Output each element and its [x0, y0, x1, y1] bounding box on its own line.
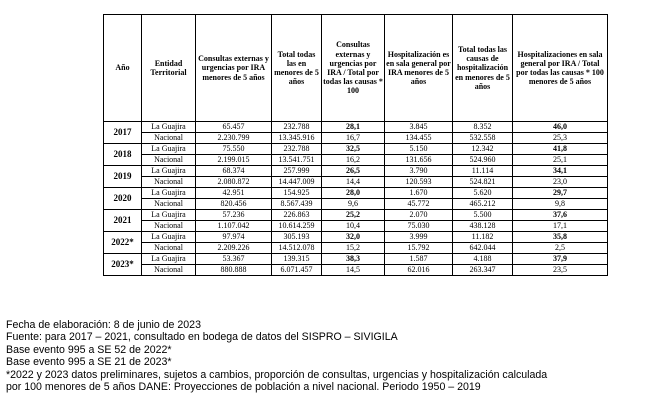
hosp-ira-cell: 3.845 [385, 122, 453, 133]
table-body [104, 122, 608, 276]
ira-data-table [103, 14, 608, 276]
table-row [104, 232, 608, 243]
hosp-ratio-cell: 9,8 [513, 199, 608, 210]
consultas-ratio-cell: 16,2 [322, 155, 385, 166]
hosp-ratio-cell: 23,5 [513, 265, 608, 276]
total-consultas-cell: 6.071.457 [272, 265, 322, 276]
consultas-ira-cell: 1.107.042 [196, 221, 272, 232]
note-base-2023: Base evento 995 a SE 21 de 2023* [6, 356, 172, 369]
consultas-ratio-cell: 32,5 [322, 144, 385, 155]
consultas-ira-cell: 2.209.226 [196, 243, 272, 254]
entity-cell: Nacional [142, 177, 196, 188]
consultas-ratio-cell: 28,1 [322, 122, 385, 133]
hosp-ira-cell: 2.070 [385, 210, 453, 221]
header-consultas-ratio: Consultas externas y urgencias por IRA / Total por todas las causas * 100 [322, 15, 385, 122]
hosp-ratio-cell: 37,9 [513, 254, 608, 265]
year-cell: 2018 [104, 144, 142, 166]
total-consultas-cell: 257.999 [272, 166, 322, 177]
entity-cell: La Guajira [142, 232, 196, 243]
consultas-ira-cell: 880.888 [196, 265, 272, 276]
hosp-ira-cell: 5.150 [385, 144, 453, 155]
hosp-ratio-cell: 46,0 [513, 122, 608, 133]
entity-cell: La Guajira [142, 122, 196, 133]
consultas-ratio-cell: 9,6 [322, 199, 385, 210]
consultas-ira-cell: 2.199.015 [196, 155, 272, 166]
entity-cell: La Guajira [142, 166, 196, 177]
entity-cell: Nacional [142, 221, 196, 232]
hosp-ira-cell: 75.030 [385, 221, 453, 232]
year-cell: 2019 [104, 166, 142, 188]
note-date: Fecha de elaboración: 8 de junio de 2023 [6, 319, 201, 331]
note-base-2022: Base evento 995 a SE 52 de 2022* [6, 343, 172, 356]
table-row [104, 199, 608, 210]
total-consultas-cell: 14.512.078 [272, 243, 322, 254]
consultas-ratio-cell: 28,0 [322, 188, 385, 199]
table-row [104, 188, 608, 199]
consultas-ratio-cell: 14,4 [322, 177, 385, 188]
table-row [104, 210, 608, 221]
total-hosp-cell: 11.182 [453, 232, 513, 243]
hosp-ira-cell: 134.455 [385, 133, 453, 144]
hosp-ira-cell: 3.790 [385, 166, 453, 177]
table-row [104, 243, 608, 254]
table-row [104, 166, 608, 177]
consultas-ratio-cell: 15,2 [322, 243, 385, 254]
hosp-ratio-cell: 34,1 [513, 166, 608, 177]
entity-cell: La Guajira [142, 188, 196, 199]
table-header-row [104, 15, 608, 122]
table-row [104, 265, 608, 276]
hosp-ratio-cell: 25,1 [513, 155, 608, 166]
total-consultas-cell: 10.614.259 [272, 221, 322, 232]
total-hosp-cell: 12.342 [453, 144, 513, 155]
table-row [104, 254, 608, 265]
table-row [104, 221, 608, 232]
hosp-ratio-cell: 29,7 [513, 188, 608, 199]
total-consultas-cell: 305.193 [272, 232, 322, 243]
table-row [104, 177, 608, 188]
year-cell: 2022* [104, 232, 142, 254]
entity-cell: La Guajira [142, 210, 196, 221]
consultas-ira-cell: 57.236 [196, 210, 272, 221]
hosp-ratio-cell: 41,8 [513, 144, 608, 155]
total-hosp-cell: 8.352 [453, 122, 513, 133]
entity-cell: La Guajira [142, 254, 196, 265]
hosp-ira-cell: 62.016 [385, 265, 453, 276]
hosp-ira-cell: 1.587 [385, 254, 453, 265]
hosp-ira-cell: 45.772 [385, 199, 453, 210]
total-consultas-cell: 8.567.439 [272, 199, 322, 210]
hosp-ira-cell: 3.999 [385, 232, 453, 243]
consultas-ira-cell: 820.456 [196, 199, 272, 210]
hosp-ratio-cell: 25,3 [513, 133, 608, 144]
consultas-ratio-cell: 25,2 [322, 210, 385, 221]
table-row [104, 122, 608, 133]
consultas-ratio-cell: 14,5 [322, 265, 385, 276]
total-consultas-cell: 14.447.009 [272, 177, 322, 188]
consultas-ira-cell: 97.974 [196, 232, 272, 243]
year-cell: 2017 [104, 122, 142, 144]
entity-cell: Nacional [142, 265, 196, 276]
hosp-ratio-cell: 37,6 [513, 210, 608, 221]
entity-cell: La Guajira [142, 144, 196, 155]
total-hosp-cell: 642.044 [453, 243, 513, 254]
table-row [104, 155, 608, 166]
total-consultas-cell: 226.863 [272, 210, 322, 221]
consultas-ratio-cell: 16,7 [322, 133, 385, 144]
note-source: Fuente: para 2017 – 2021, consultado en bodega de datos del SISPRO – SIVIGILA [6, 331, 398, 344]
header-total-hosp: Total todas las causas de hospitalización en menores de 5 años [453, 15, 513, 122]
entity-cell: Nacional [142, 155, 196, 166]
header-hosp-ira: Hospitalización es en sala general por IRA menores de 5 años [385, 15, 453, 122]
note-projection: por 100 menores de 5 años DANE: Proyecciones de población a nivel nacional. Periodo 1950 – 2019 [6, 381, 481, 394]
header-year: Año [104, 15, 142, 122]
entity-cell: Nacional [142, 199, 196, 210]
total-consultas-cell: 13.345.916 [272, 133, 322, 144]
total-hosp-cell: 4.188 [453, 254, 513, 265]
total-hosp-cell: 263.347 [453, 265, 513, 276]
total-hosp-cell: 5.620 [453, 188, 513, 199]
header-hosp-ratio: Hospitalizaciones en sala general por IRA / Total por todas las causas * 100 menores de 5 años [513, 15, 608, 122]
hosp-ira-cell: 131.656 [385, 155, 453, 166]
consultas-ratio-cell: 10,4 [322, 221, 385, 232]
total-hosp-cell: 524.960 [453, 155, 513, 166]
total-consultas-cell: 154.925 [272, 188, 322, 199]
hosp-ira-cell: 15.792 [385, 243, 453, 254]
footnotes [6, 319, 666, 393]
year-cell: 2020 [104, 188, 142, 210]
total-hosp-cell: 465.212 [453, 199, 513, 210]
hosp-ratio-cell: 2,5 [513, 243, 608, 254]
total-hosp-cell: 438.128 [453, 221, 513, 232]
hosp-ratio-cell: 35,8 [513, 232, 608, 243]
consultas-ira-cell: 42.951 [196, 188, 272, 199]
total-hosp-cell: 524.821 [453, 177, 513, 188]
table-row [104, 144, 608, 155]
header-entity: Entidad Territorial [142, 15, 196, 122]
total-consultas-cell: 232.788 [272, 122, 322, 133]
header-consultas-ira: Consultas externas y urgencias por IRA menores de 5 años [196, 15, 272, 122]
header-total-consultas: Total todas las en menores de 5 años [272, 15, 322, 122]
consultas-ira-cell: 75.550 [196, 144, 272, 155]
hosp-ira-cell: 1.670 [385, 188, 453, 199]
consultas-ira-cell: 53.367 [196, 254, 272, 265]
hosp-ratio-cell: 17,1 [513, 221, 608, 232]
table-row [104, 133, 608, 144]
consultas-ratio-cell: 26,5 [322, 166, 385, 177]
entity-cell: Nacional [142, 243, 196, 254]
total-consultas-cell: 139.315 [272, 254, 322, 265]
consultas-ratio-cell: 32,0 [322, 232, 385, 243]
total-hosp-cell: 11.114 [453, 166, 513, 177]
consultas-ira-cell: 2.230.799 [196, 133, 272, 144]
note-preliminary: *2022 y 2023 datos preliminares, sujetos a cambios, proporción de consultas, urgencias y hospitalización calculada [6, 368, 548, 381]
total-consultas-cell: 232.788 [272, 144, 322, 155]
total-hosp-cell: 5.500 [453, 210, 513, 221]
hosp-ratio-cell: 23,0 [513, 177, 608, 188]
consultas-ira-cell: 68.374 [196, 166, 272, 177]
hosp-ira-cell: 120.593 [385, 177, 453, 188]
consultas-ira-cell: 2.080.872 [196, 177, 272, 188]
consultas-ira-cell: 65.457 [196, 122, 272, 133]
year-cell: 2021 [104, 210, 142, 232]
year-cell: 2023* [104, 254, 142, 276]
total-consultas-cell: 13.541.751 [272, 155, 322, 166]
consultas-ratio-cell: 38,3 [322, 254, 385, 265]
total-hosp-cell: 532.558 [453, 133, 513, 144]
entity-cell: Nacional [142, 133, 196, 144]
